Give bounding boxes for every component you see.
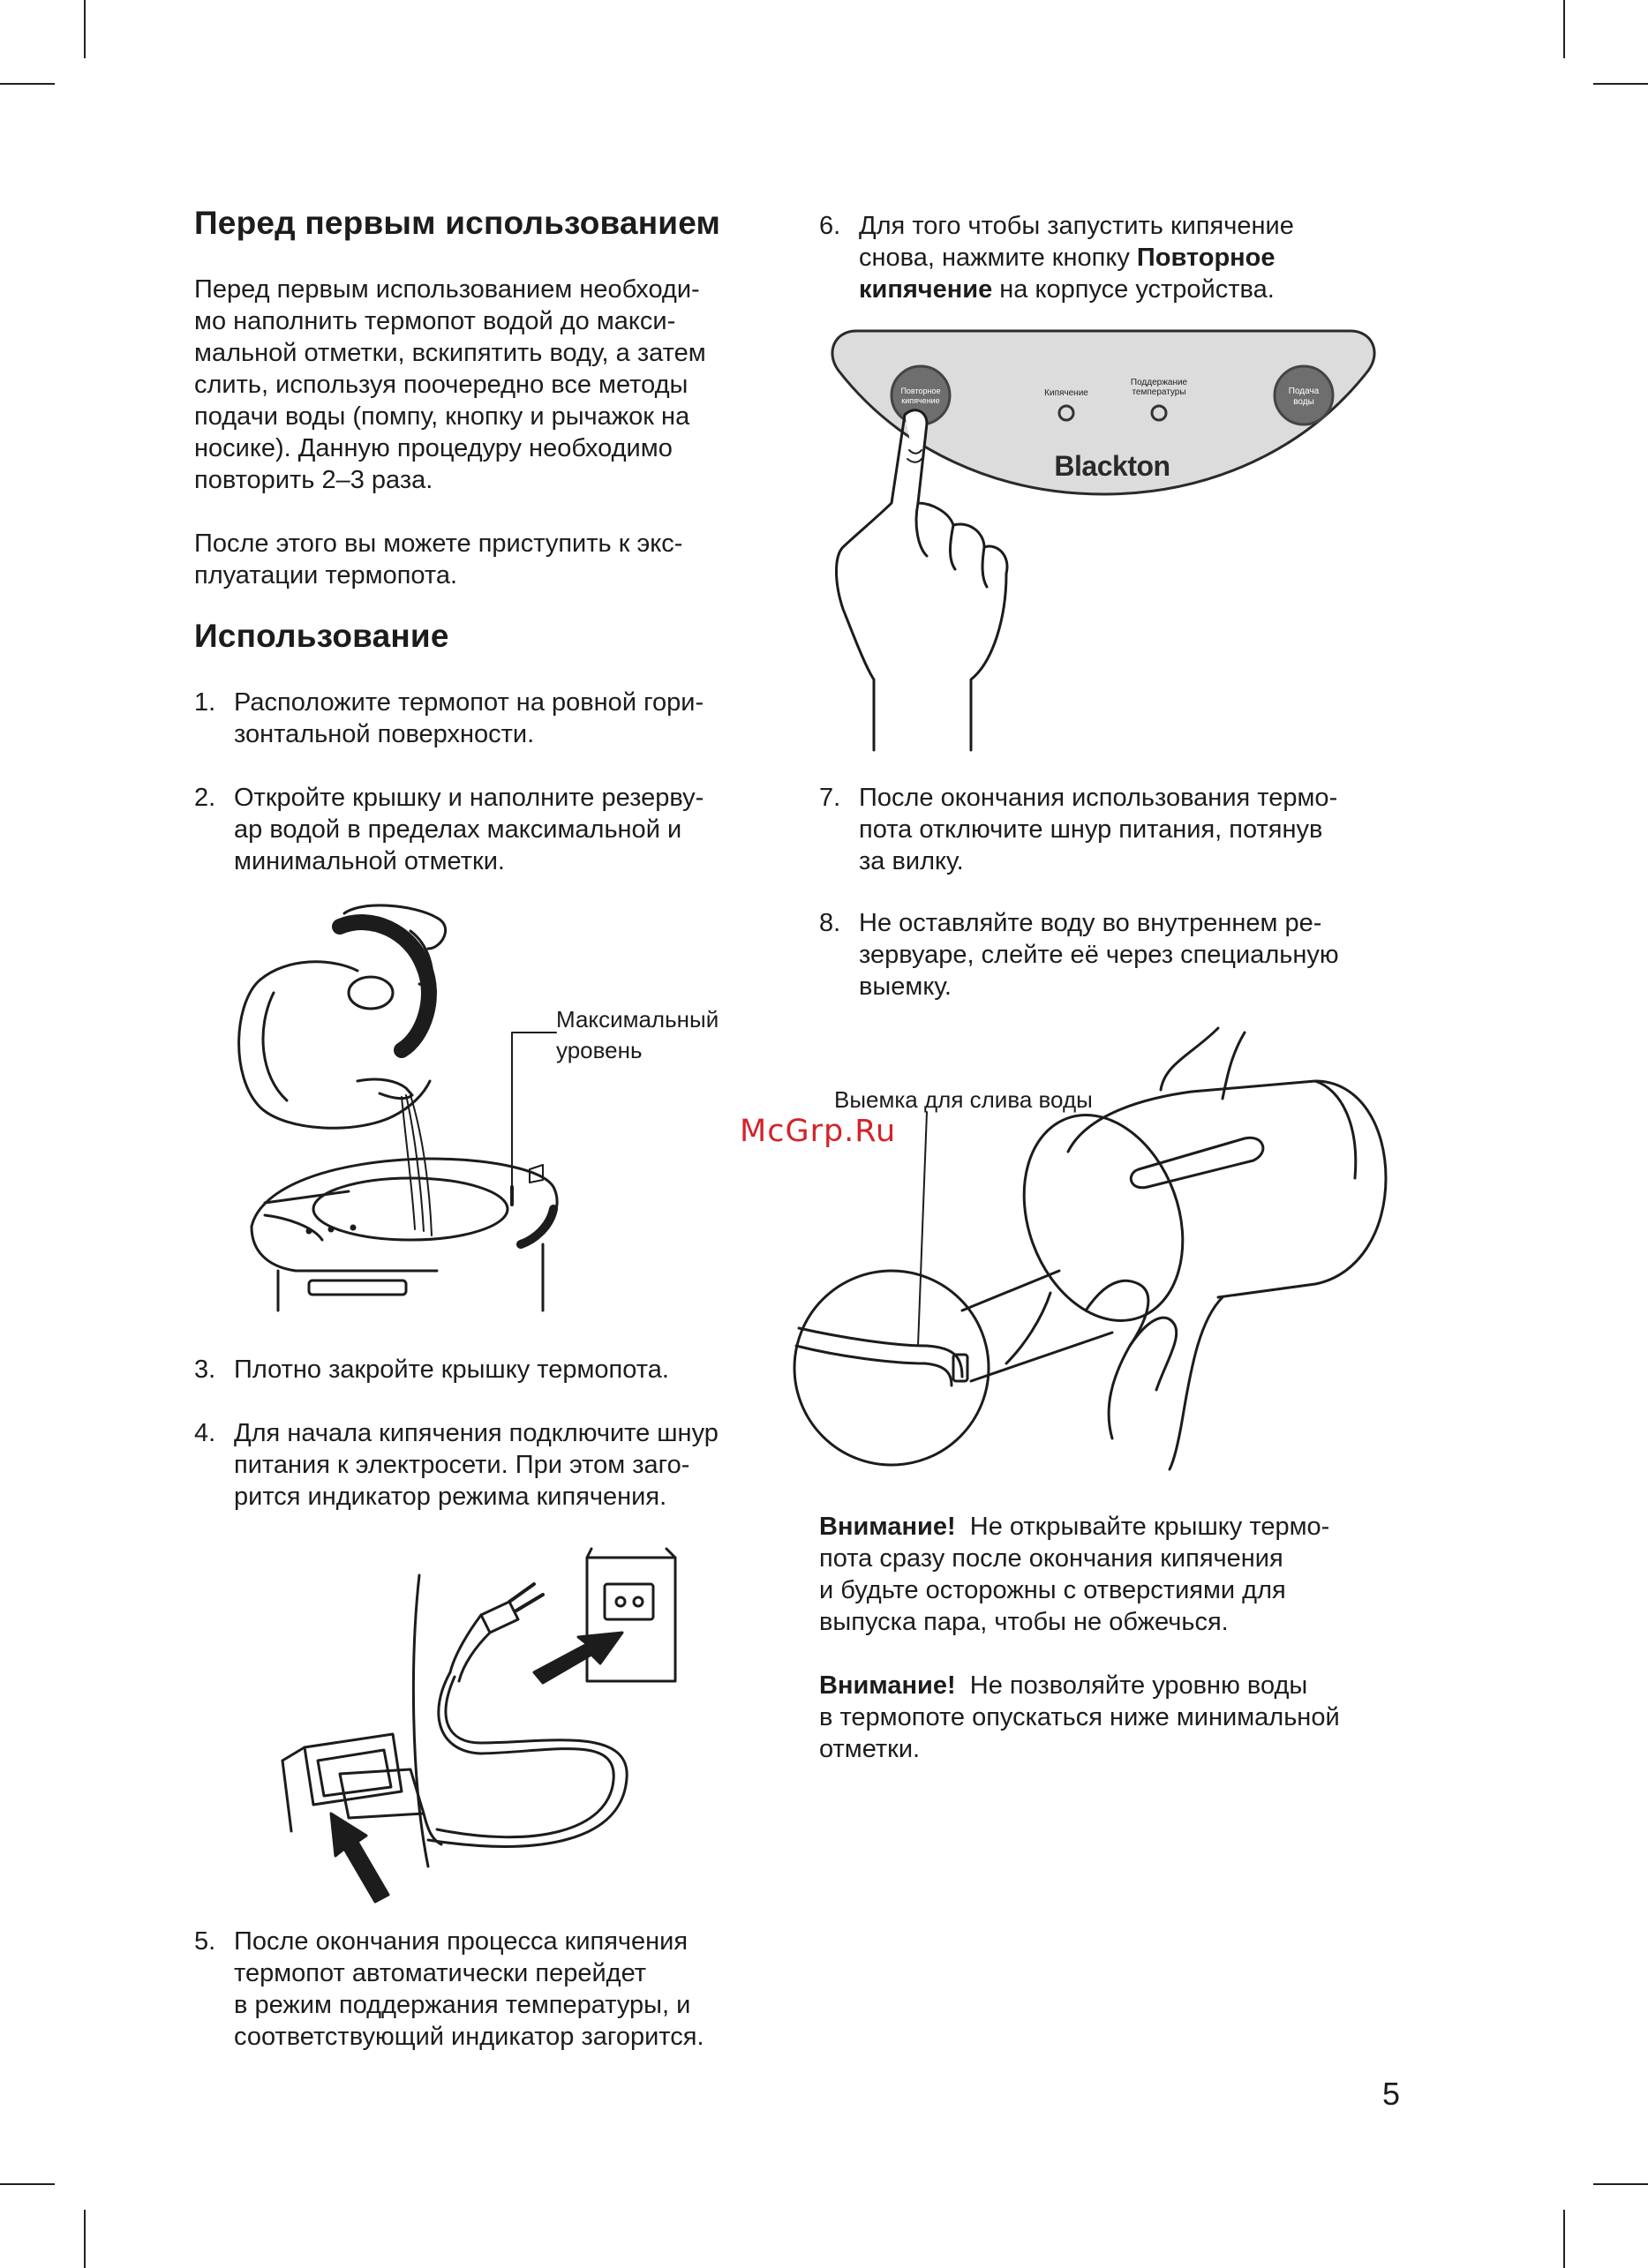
step-number: 4. bbox=[194, 1419, 216, 1447]
power-cord-illustration bbox=[278, 1549, 693, 1906]
warning-block-2 bbox=[819, 1670, 1455, 1765]
label-line: температуры bbox=[1132, 387, 1186, 397]
section-title-usage: Использование bbox=[194, 618, 449, 654]
brand-logo: Blackton bbox=[1054, 450, 1170, 482]
text-line: пота сразу после окончания кипячения bbox=[819, 1544, 1283, 1573]
text-line: Плотно закройте крышку термопота. bbox=[234, 1356, 669, 1384]
warning-label: Внимание! bbox=[819, 1671, 956, 1700]
button-label-line: Подача bbox=[1288, 387, 1320, 396]
boil-indicator-label: Кипячение bbox=[1044, 388, 1088, 398]
crop-mark bbox=[0, 83, 55, 85]
text-line: питания к электросети. При этом заго- bbox=[234, 1451, 690, 1479]
text-line: слить, используя поочередно все методы bbox=[194, 371, 689, 399]
text-line bbox=[819, 1670, 1455, 1701]
text-line: После окончания процесса кипячения bbox=[234, 1927, 689, 1956]
step-number: 8. bbox=[819, 909, 841, 937]
step-number: 5. bbox=[194, 1927, 216, 1956]
text-line: После окончания использования термо- bbox=[859, 784, 1338, 812]
filling-illustration bbox=[225, 896, 578, 1310]
label-line: уровень bbox=[556, 1037, 643, 1063]
intro-paragraph bbox=[194, 274, 794, 496]
label-line: Максимальный bbox=[556, 1006, 719, 1033]
text-line: рится индикатор режима кипячения. bbox=[234, 1483, 667, 1511]
text-line: подачи воды (помпу, кнопку и рычажок на bbox=[194, 402, 690, 431]
text-line: После этого вы можете приступить к экс- bbox=[194, 529, 683, 558]
text-line: термопот автоматически перейдет bbox=[234, 1959, 647, 1987]
text-line: за вилку. bbox=[859, 847, 964, 875]
crop-mark bbox=[1593, 83, 1648, 85]
text-line: и будьте осторожны с отверстиями для bbox=[819, 1576, 1286, 1604]
max-level-label bbox=[556, 1004, 719, 1066]
button-label-line: воды bbox=[1293, 397, 1314, 407]
text-line: повторить 2–3 раза. bbox=[194, 466, 433, 494]
text-line bbox=[859, 242, 1294, 274]
text-line: носике). Данную процедуру необходимо bbox=[194, 434, 673, 462]
warning-block-1 bbox=[819, 1511, 1455, 1638]
text-line: Перед первым использованием необходи- bbox=[194, 275, 700, 304]
crop-mark bbox=[0, 2183, 55, 2185]
text-line: мо наполнить термопот водой до макси- bbox=[194, 307, 676, 335]
step-number: 1. bbox=[194, 688, 216, 717]
crop-mark bbox=[84, 0, 86, 58]
text-line: зонтальной поверхности. bbox=[234, 720, 535, 748]
step-number: 6. bbox=[819, 212, 841, 240]
reboil-button[interactable] bbox=[892, 387, 950, 406]
button-label-line: кипячение bbox=[901, 396, 940, 405]
text-fragment: Не открывайте крышку термо- bbox=[969, 1513, 1330, 1541]
text-line: мальной отметки, вскипятить воду, а затем bbox=[194, 339, 706, 367]
label-line: Поддержание bbox=[1130, 378, 1188, 387]
text-line: выпуска пара, чтобы не обжечься. bbox=[819, 1608, 1229, 1636]
followup-paragraph bbox=[194, 528, 794, 591]
text-line: соответствующий индикатор загорится. bbox=[234, 2023, 704, 2051]
crop-mark bbox=[84, 2210, 86, 2268]
page-number: 5 bbox=[1382, 2076, 1401, 2112]
text-fragment: снова, нажмите кнопку bbox=[859, 244, 1130, 272]
text-line: Расположите термопот на ровной гори- bbox=[234, 688, 704, 717]
text-line: плуатации термопота. bbox=[194, 561, 458, 590]
text-line: зервуаре, слейте её через специальную bbox=[859, 941, 1339, 969]
text-line: Для того чтобы запустить кипячение bbox=[859, 212, 1294, 240]
text-line: Не оставляйте воду во внутреннем ре- bbox=[859, 909, 1322, 937]
drain-notch-label: Выемка для слива воды bbox=[834, 1086, 1093, 1113]
watermark: McGrp.Ru bbox=[740, 1114, 897, 1149]
text-line: ар водой в пределах максимальной и bbox=[234, 815, 682, 844]
text-line: Откройте крышку и наполните резерву- bbox=[234, 784, 704, 812]
text-line: в режим поддержания температуры, и bbox=[234, 1991, 691, 2019]
warning-label: Внимание! bbox=[819, 1513, 956, 1541]
keep-warm-indicator-label bbox=[1115, 378, 1203, 397]
reboil-button-name: Повторное bbox=[1136, 244, 1276, 272]
step-number: 2. bbox=[194, 784, 216, 812]
section-title-before-first-use: Перед первым использованием bbox=[194, 205, 721, 241]
crop-mark bbox=[1563, 0, 1565, 58]
button-label-line: Повторное bbox=[900, 387, 941, 395]
crop-mark bbox=[1593, 2183, 1648, 2185]
text-fragment: на корпусе устройства. bbox=[999, 275, 1275, 304]
reboil-button-name: кипячение bbox=[859, 275, 993, 304]
step-number: 7. bbox=[819, 784, 841, 812]
text-line: отметки. bbox=[819, 1735, 921, 1763]
text-line bbox=[819, 1511, 1455, 1543]
text-line: минимальной отметки. bbox=[234, 847, 505, 875]
text-line: выемку. bbox=[859, 973, 952, 1001]
text-line: Для начала кипячения подключите шнур bbox=[234, 1419, 719, 1447]
text-line bbox=[859, 274, 1294, 305]
text-fragment: Не позволяйте уровню воды bbox=[969, 1671, 1308, 1700]
text-line: в термопоте опускаться ниже минимальной bbox=[819, 1703, 1340, 1731]
step-number: 3. bbox=[194, 1356, 216, 1384]
text-line: пота отключите шнур питания, потянув bbox=[859, 815, 1323, 844]
dispense-button[interactable] bbox=[1275, 387, 1333, 408]
crop-mark bbox=[1563, 2210, 1565, 2268]
control-panel-figure bbox=[830, 327, 1377, 750]
